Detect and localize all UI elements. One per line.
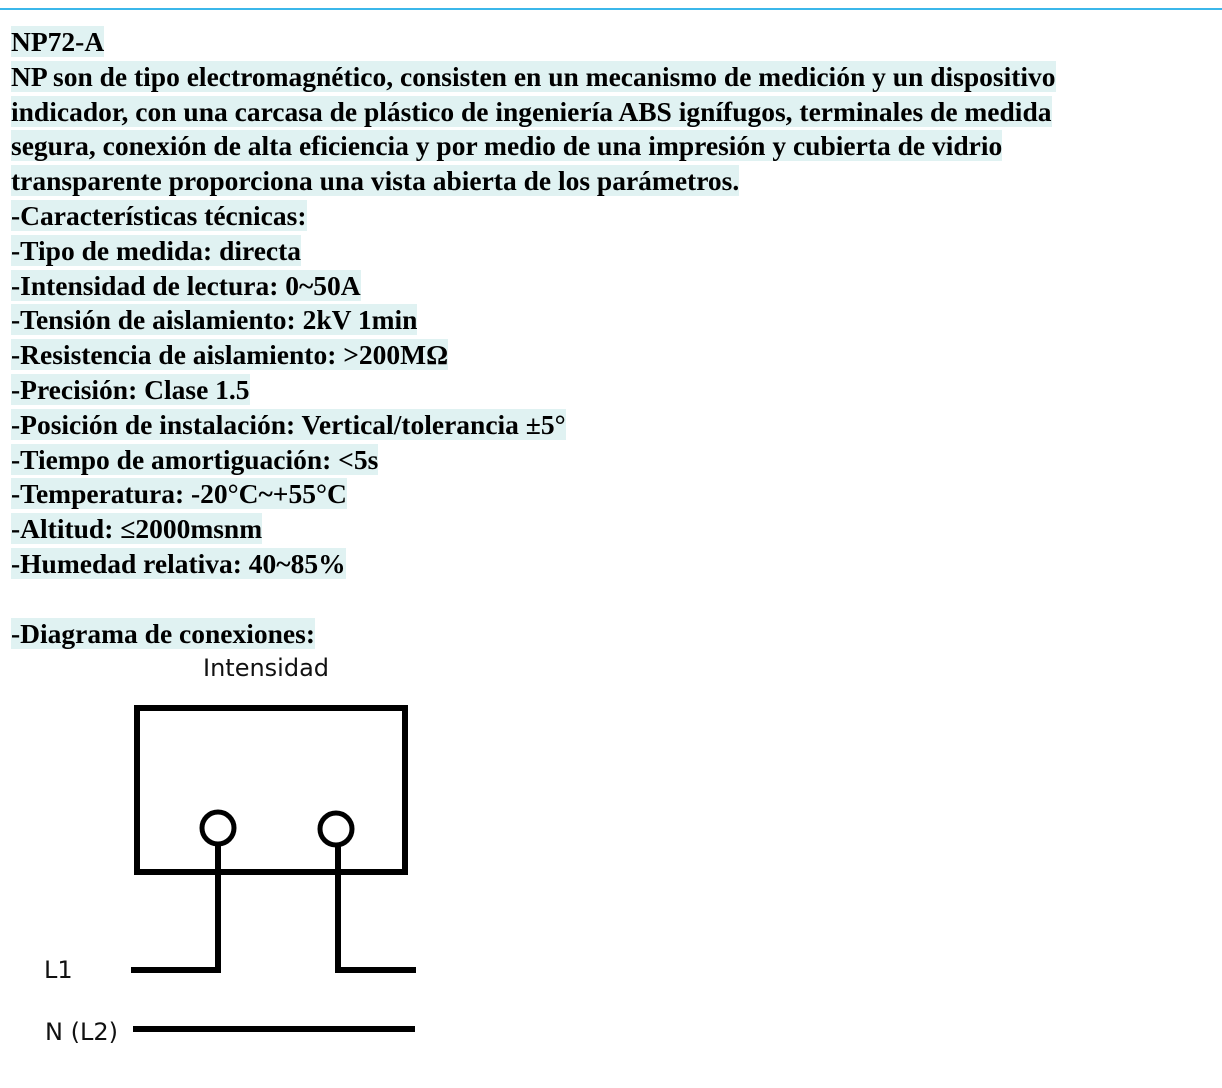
spec-precision: -Precisión: Clase 1.5 bbox=[11, 373, 250, 405]
specs-heading-line bbox=[11, 199, 1211, 234]
spec-altitude: -Altitud: ≤2000msnm bbox=[11, 513, 263, 545]
spec-install-position: -Posición de instalación: Vertical/tolerancia ±5° bbox=[11, 408, 566, 440]
spec-measurement-type: -Tipo de medida: directa bbox=[11, 234, 302, 266]
description-text: NP son de tipo electromagnético, consisten en un mecanismo de medición y un dispositivo bbox=[11, 60, 1056, 92]
spec-humidity: -Humedad relativa: 40~85% bbox=[11, 547, 346, 579]
terminal-right-icon bbox=[320, 813, 352, 845]
blank-line bbox=[11, 582, 1211, 617]
spec-reading-current: -Intensidad de lectura: 0~50A bbox=[11, 269, 361, 301]
wire-l1-in bbox=[131, 844, 218, 970]
top-rule bbox=[0, 8, 1222, 10]
spec-item bbox=[11, 303, 1211, 338]
spec-item bbox=[11, 373, 1211, 408]
spec-item bbox=[11, 547, 1211, 582]
description-text: transparente proporciona una vista abierta de los parámetros. bbox=[11, 165, 740, 197]
product-title: NP72-A bbox=[11, 26, 105, 57]
diagram-heading-line bbox=[11, 617, 1211, 652]
meter-box bbox=[137, 708, 405, 872]
title-line bbox=[11, 25, 1211, 60]
wiring-schematic-icon bbox=[0, 648, 460, 1068]
spec-insulation-voltage: -Tensión de aislamiento: 2kV 1min bbox=[11, 304, 418, 336]
description-line bbox=[11, 129, 1211, 164]
spec-insulation-resistance: -Resistencia de aislamiento: >200MΩ bbox=[11, 339, 449, 371]
spec-damping-time: -Tiempo de amortiguación: <5s bbox=[11, 443, 379, 475]
specs-heading: -Características técnicas: bbox=[11, 199, 307, 231]
description-line bbox=[11, 60, 1211, 95]
spec-item bbox=[11, 234, 1211, 269]
l1-label: L1 bbox=[44, 956, 73, 984]
spec-item bbox=[11, 477, 1211, 512]
description-line bbox=[11, 95, 1211, 130]
spec-item bbox=[11, 443, 1211, 478]
connection-diagram bbox=[0, 648, 460, 1068]
spec-temperature: -Temperatura: -20°C~+55°C bbox=[11, 478, 347, 510]
description-line bbox=[11, 164, 1211, 199]
diagram-heading: -Diagrama de conexiones: bbox=[11, 617, 315, 649]
spec-item bbox=[11, 512, 1211, 547]
description-text: segura, conexión de alta eficiencia y por medio de una impresión y cubierta de vidrio bbox=[11, 130, 1003, 162]
document-body bbox=[11, 25, 1211, 651]
spec-item bbox=[11, 408, 1211, 443]
meter-label: Intensidad bbox=[203, 654, 330, 682]
spec-item bbox=[11, 269, 1211, 304]
spec-item bbox=[11, 338, 1211, 373]
description-text: indicador, con una carcasa de plástico de ingeniería ABS ignífugos, terminales de medida bbox=[11, 95, 1052, 127]
neutral-label: N (L2) bbox=[45, 1018, 118, 1046]
terminal-left-icon bbox=[202, 812, 234, 844]
